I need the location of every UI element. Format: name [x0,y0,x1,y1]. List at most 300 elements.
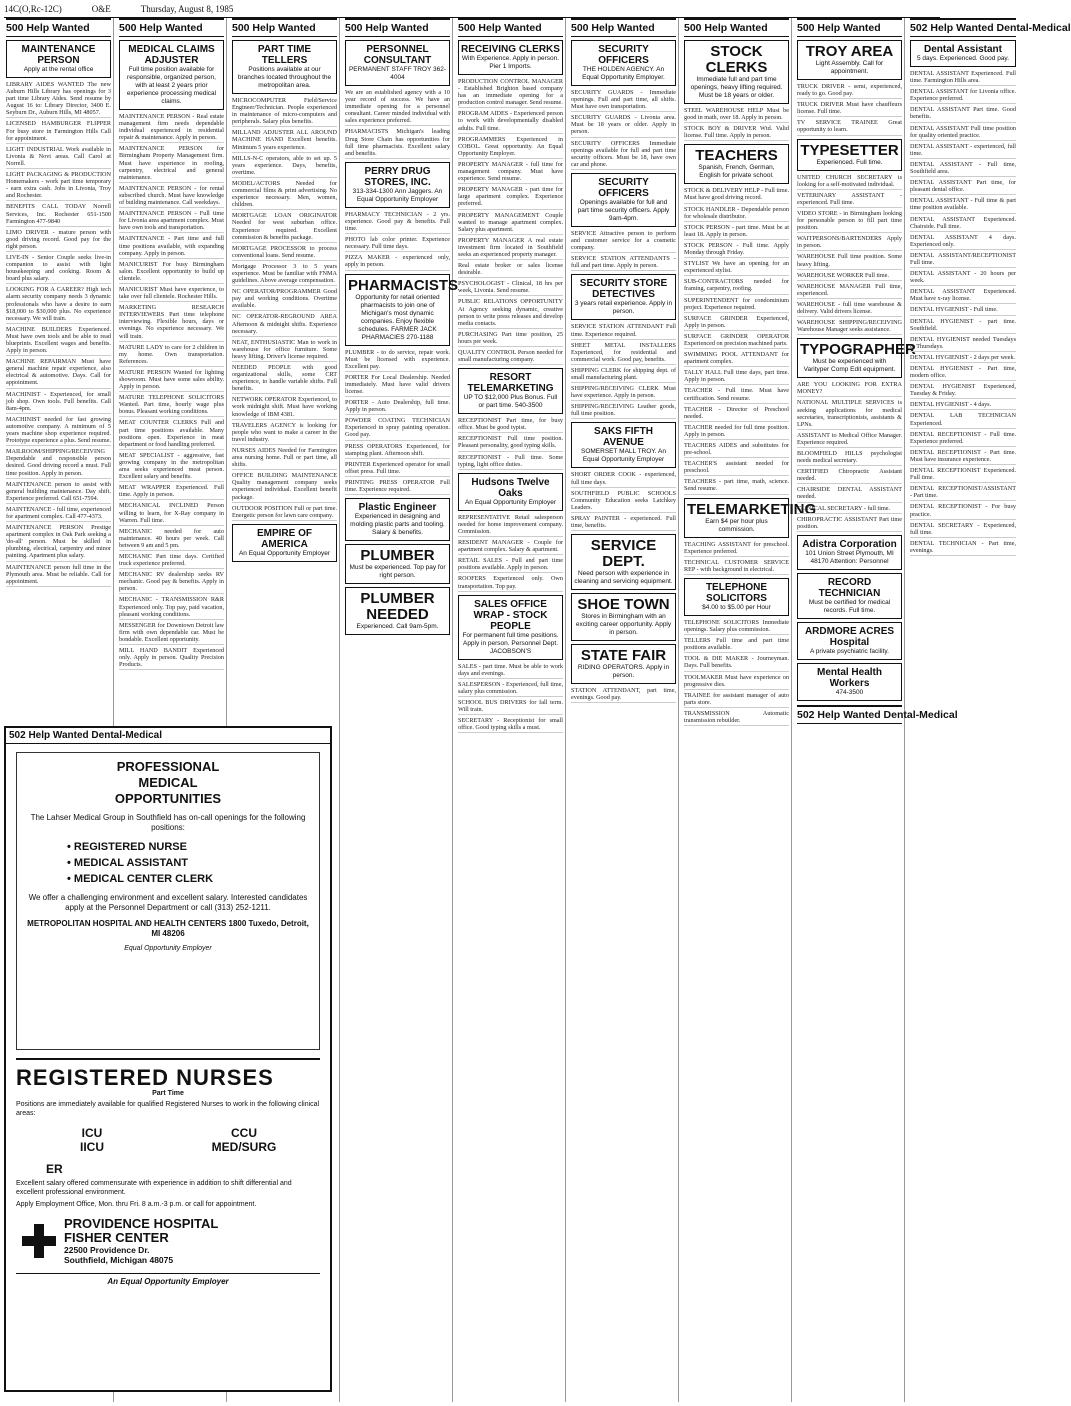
classified-ad: TEACHER'S assistant needed for preschool. [684,460,789,476]
wide-section-heading: 502 Help Wanted Dental-Medical [6,728,330,744]
section-heading: 502 Help Wanted Dental-Medical [910,18,1016,37]
classified-ad: TEACHER - Director of Preschool needed. [684,406,789,422]
classified-ad: DENTAL ASSISTANT Part time, for pleasant dental office. [910,179,1016,195]
display-ad [345,498,450,541]
classified-ad: MORTGAGE PROCESSOR to process conventional loans. Send resume. [232,245,337,261]
display-ad [797,40,902,80]
classified-ad: PROPERTY MANAGER - full time for management company. Must have experience. Send resume. [458,161,563,184]
classified-ads [684,40,817,726]
display-ad-text: Experienced in designing and molding plastic parts and tooling. Salary & benefits. [350,513,445,537]
classified-ad: RECEPTIONIST Part time, for busy office. Must be good typist. [458,417,563,433]
classified-ad: DENTAL ASSISTANT - Full time & part time position available. [910,197,1016,213]
classified-ad: STYLIST We have an opening for an experienced stylist. [684,260,789,276]
classified-ad: DENTAL ASSISTANT Experienced. Chairside. Full time. [910,216,1016,232]
classified-ad: NC OPERATOR-REGROUND AREA Afternoon & midnight shifts. Experience necessary. [232,313,337,336]
classified-ad: NEEDED PEOPLE with good organizational skills, some CRT experience, to handle variable shifts. Full benefits. [232,364,337,394]
classified-ad: WAITPERSONS/BARTENDERS Apply in person. [797,235,902,251]
classified-ad: MAINTENANCE - Part time and full time positions available, with expanding company. Apply in person. [119,235,224,258]
display-ad-text: 3 years retail experience. Apply in person. [574,300,673,316]
section-heading: 500 Help Wanted [119,18,224,37]
classified-ad: STEEL WAREHOUSE HELP Must be good in math, over 18. Apply in person. [684,107,789,123]
classified-ad: DENTAL HYGIENIST - 2 days per week. [910,354,1016,363]
display-ad [345,274,459,346]
classified-ad: SHORT ORDER COOK - experienced, full time days. [571,471,676,487]
classified-ad: DENTAL HYGIENIST - Full time. [910,306,1016,315]
display-ad [797,139,902,171]
classified-ad: ROOFERS Experienced only. Own transportation. Top pay. [458,575,563,591]
section-heading: 500 Help Wanted [458,18,563,37]
display-ad-title: TYPESETTER [800,141,899,159]
classified-column [908,18,1071,1402]
classified-ad: TECHNICAL CUSTOMER SERVICE REP - with background in electrical. [684,559,789,575]
classified-ad: RESIDENT MANAGER - Couple for apartment complex. Salary & apartment. [458,539,563,555]
display-ad-title: TROY AREA [805,43,894,60]
section-heading: 502 Help Wanted Dental-Medical [797,705,902,724]
classified-ad: DENTAL ASSISTANT Part time. Good benefits. [910,106,1016,122]
display-ad [458,595,563,660]
classified-ad: PRINTING PRESS OPERATOR Full time. Experience required. [345,479,450,495]
display-ad [797,535,902,570]
display-ad-text: Experienced. Call 9am-5pm. [356,623,439,631]
classified-ad: CHAIRSIDE DENTAL ASSISTANT needed. [797,486,902,502]
classified-ad: DENTAL ASSISTANT/RECEPTIONIST Full time. [910,252,1016,268]
display-ad-text: 474-3500 [835,688,864,696]
classified-ad: NURSES AIDES Needed for Farmington area nursing home. Full or part time, all shifts. [232,447,337,470]
classified-ad: DENTAL ASSISTANT Full time position for quality oriented practice. [910,125,1016,141]
display-ad-text: Must be certified for medical records. Full time. [808,598,891,614]
classified-ad: MATURE TELEPHONE SOLICITORS Wanted. Part time, hourly wage plus bonus. Pleasant working conditions. [119,394,224,417]
classified-ad: DENTAL LAB TECHNICIAN Experienced. [910,412,1016,428]
classified-ad: SWIMMING POOL ATTENDANT for apartment complex. [684,351,789,367]
display-ad-text: Must be experienced with Varityper Comp Edit equipment. [803,358,896,374]
classified-ad: MECHANIC Part time days. Certified truck experience preferred. [119,553,224,569]
classified-ad: MAINTENANCE PERSON Prestige apartment complex in Oak Park seeking a 'do-all' person. Must be skilled in plumbing, electrical, carpentry and minor painting. Apartment plus salary. [6,524,111,561]
display-ad-text: Must be experienced. Top pay for right person. [349,564,446,580]
rn-eoe: An Equal Opportunity Employer [16,1273,320,1286]
classified-ad: DENTAL ASSISTANT for Livonia office. Experience preferred. [910,88,1016,104]
classified-column [343,18,459,1402]
lahser-positions [27,839,309,887]
classified-ad: PRODUCTION CONTROL MANAGER - Established Brighton based company has an immediate opening for a production control manager. Send resume. [458,78,563,108]
classified-ad: SECURITY OFFICERS Immediate openings available for full and part time security officers. Must be 18, have own car and phone. [571,140,676,170]
classified-ads [345,40,459,635]
hospital-name: PROVIDENCE HOSPITAL [64,1216,219,1231]
rn-unit: ICU [81,1126,103,1140]
cross-icon [22,1224,56,1258]
classified-ad: POWDER COATING TECHNICIAN Experienced in spray painting operation. Good pay. [345,417,450,440]
lahser-title-3: OPPORTUNITIES [114,791,222,806]
classified-ad: TEACHERS - part time, math, science. Send resume. [684,478,789,494]
display-ad [684,578,789,616]
classified-ad: WAREHOUSE Full time position. Some heavy lifting. [797,253,902,269]
classified-ad: BENEFITS CALL TODAY Norrell Services, Inc. Rochester 651-1500 Farmington 477-9840 [6,203,111,226]
classified-ad: TV SERVICE TRAINEE Great opportunity to learn. [797,119,902,135]
display-ad [684,498,817,538]
classified-ad: ARE YOU LOOKING FOR EXTRA MONEY? [797,381,902,397]
classified-ad: DENTAL RECEPTIONIST - Part time. Must have insurance experience. [910,449,1016,465]
classified-ad: MAINTENANCE PERSON - for rental subscribed church. Must have knowledge of building maintenance. Call weekdays. [119,185,224,208]
rn-benefits: Excellent salary offered commensurate with experience in addition to shift differential and excellent professional environment. [16,1180,292,1196]
classified-ad: PHOTO lab color printer. Experience necessary. Full time days. [345,236,450,252]
classified-ad: MANICURIST For busy Birmingham salon. Excellent opportunity to build up clientele. [119,261,224,284]
classified-ad: MEAT WRAPPER Experienced. Full time. Apply in person. [119,484,224,500]
display-ad-title: TEACHERS [695,147,778,165]
classified-ad: Mortgage Processor 3 to 5 years experience. Must be familiar with FNMA guidelines. Above average compensation. [232,263,337,286]
classified-ad: DENTAL RECEPTIONIST Experienced. Full time. [910,467,1016,483]
classified-ad: SECURITY GUARDS - Immediate openings. Full and part time, all shifts. Must have own transportation. [571,89,676,112]
classified-ad: PRESS OPERATORS Experienced, for stamping plant. Afternoon shift. [345,443,450,459]
classified-ad: TELEPHONE SOLICITORS Immediate openings. Salary plus commission. [684,619,789,635]
display-ad-title: SECURITY STORE DETECTIVES [579,278,668,301]
classified-ad: DENTAL RECEPTIONIST - Full time. Experience preferred. [910,431,1016,447]
display-ad-title: SERVICE DEPT. [590,537,657,571]
display-ad-text: Spanish, French, German, English for private school. [698,164,775,180]
display-ad-text: Earn $4 per hour plus commission. [705,517,768,533]
classified-ad: PURCHASING Part time position, 25 hours per week. [458,331,563,347]
rn-text: Positions are immediately available for qualified Registered Nurses to work in the following clinical areas: [16,1101,320,1117]
classified-ad: MACHINIST - Experienced, for small job shop. Own tools. Full benefits. Call 8am-4pm. [6,391,111,414]
classified-ad: MAINTENANCE PERSON for Birmingham Property Management firm. Must have experience in roofing, carpentry, electrical and general maintenance. [119,145,224,182]
rn-unit: MED/SURG [211,1140,277,1154]
classified-ad: DENTAL ASSISTANT - 20 hours per week. [910,270,1016,286]
paper-name: O&E [91,4,111,14]
classified-ad: MAILROOM/SHIPPING/RECEIVING Dependable and responsible person desired. Good driving record a must. Full time position. Apply in person. [6,448,111,478]
classified-ad: VETERINARY ASSISTANT - experienced. Full time. [797,192,902,208]
classified-ad: CHIROPRACTIC ASSISTANT Part time position. [797,516,902,532]
classified-ad: SERVICE Attractive person to perform and customer service for a cosmetic company. [571,230,676,253]
display-ad-title: ARDMORE ACRES Hospital [804,625,895,648]
display-ad [458,368,563,414]
display-ad [458,473,563,511]
classified-ad: LIMO DRIVER - mature person with good driving record. Good pay for the right person. [6,229,111,252]
display-ad-title: STOCK CLERKS [705,43,768,76]
classified-ad: MAINTENANCE PERSON - Real estate management firm needs dependable individual experienced in residential repair & maintenance. Apply in person. [119,113,224,143]
display-ad-text: PERMANENT STAFF TROY 362-4004 [348,66,447,81]
classified-ad: LIBRARY AIDES WANTED The new Auburn Hills Library has openings for 3 part time Library Aides. Send resume by August 16 to: Library Director, 3400 E. Seyburn Dr., Auburn Hills, MI 48057. [6,81,111,118]
display-ad-title: TELEMARKETING [687,500,817,518]
classified-ad: MAINTENANCE person to assist with general building maintenance. Day shift. Experience preferred. Call 651-7594. [6,481,111,504]
hospital-center: FISHER CENTER [64,1230,169,1245]
classified-ad: PLUMBER - to do service, repair work. Must be licensed with experience. Excellent pay. [345,349,450,372]
display-ad-text: Immediate full and part time openings, heavy lifting required. Must be 18 years or older. [690,76,783,99]
providence-logo-block [22,1217,314,1265]
classified-ads [232,40,337,562]
classified-ad: MESSENGER for Downtown Detroit law firm with own dependable car. Must be bondable. Excellent opportunity. [119,622,224,645]
classified-ad: WAREHOUSE MANAGER Full time, experienced. [797,283,902,299]
display-ad-text: Stores in Birmingham with an exciting career opportunity. Apply in person. [575,613,672,637]
display-ad-text: Positions available at our branches located throughout the metropolitan area. [237,66,332,89]
classified-column [456,18,566,1402]
display-ad [119,40,224,110]
hospital-address-2: Southfield, Michigan 48075 [64,1255,174,1265]
classified-ad: DENTAL SECRETARY - Experienced, full time. [910,522,1016,538]
classified-ad: WAREHOUSE SHIPPING/RECEIVING Warehouse Manager seeks assistance. [797,319,902,335]
classified-ad: SUPERINTENDENT for condominium project. Experience required. [684,297,789,313]
classified-ads [119,40,224,670]
classified-ad: WAREHOUSE - full time warehouse & delivery. Valid drivers license. [797,301,902,317]
display-ad-title: PHARMACISTS [348,276,459,294]
display-ad-title: SAKS FIFTH AVENUE [594,426,653,449]
classified-ad: SALES - part time. Must be able to work days and evenings. [458,663,563,679]
classified-ad: PHARMACY TECHNICIAN - 2 yrs. experience. Good pay & benefits. Full time. [345,211,450,234]
classified-ad: LIGHT PACKAGING & PRODUCTION Homemakers - work part time temporary - earn extra cash. Jobs in Livonia, Troy and Rochester. [6,171,111,201]
display-ad [458,40,563,75]
classified-ad: RETAIL SALES - Full and part time positions available. Apply in person. [458,557,563,573]
display-ad [571,644,676,684]
display-ad-text: Openings available for full and part time security officers. Apply 9am-4pm. [577,198,670,222]
classified-ad: RECEPTIONIST - Full time. Some typing, light office duties. [458,454,563,470]
display-ad-title: SHOE TOWN [577,596,670,614]
display-ad [232,524,337,562]
classified-ad: LIGHT INDUSTRIAL Work available in Livonia & Novi areas. Call Carol at Norrell. [6,146,111,169]
classified-ad: MACHINIST needed for fast growing automotive company. A minimum of 5 years machine shop experience required. Prototype experience a plus. Send resume. [6,416,111,446]
classified-ad: TRUCK DRIVER - semi, experienced, ready to go. Good pay. [797,83,902,99]
issue-date: Thursday, August 8, 1985 [140,4,234,14]
classified-column [569,18,679,1402]
classified-ad: SHIPPING CLERK for shipping dept. of small manufacturing plant. [571,367,676,383]
display-ad [797,573,902,619]
classified-ad: DENTAL ASSISTANT - experienced, full time. [910,143,1016,159]
display-ad-text: SOMERSET MALL TROY. An Equal Opportunity Employer [580,448,666,464]
classified-ad: MORTGAGE LOAN ORIGINATOR Needed for west suburban office. Experience required. Excellent commission & benefits package. [232,212,337,242]
classified-ad: DENTAL TECHNICIAN - Part time, evenings. [910,540,1016,556]
display-ad-title: PLUMBER [360,547,435,565]
display-ad [6,40,111,78]
classified-ad: TRANSMISSION Automatic transmission rebuilder. [684,710,789,726]
classified-ad: MATURE LADY to care for 2 children in my home. Own transportation. References. [119,344,224,367]
display-ad-title: RECEIVING CLERKS [461,44,560,55]
classified-ad: MARKETING RESEARCH INTERVIEWERS Part time telephone interviewing. Flexible hours, days or evenings. No experience necessary. We will train. [119,304,224,341]
hospital-address-1: 22500 Providence Dr. [64,1245,150,1255]
classified-ad: SHIPPING/RECEIVING Leather goods, full time position. [571,403,676,419]
classified-ad: PROPERTY MANAGEMENT Couple wanted to manage apartment complex. Salary plus apartment. [458,212,563,235]
display-ad-text: Experienced. Full time. [816,158,883,166]
display-ad-text: THE HOLDEN AGENCY. An Equal Opportunity Employer. [582,66,665,81]
display-ad [345,587,450,635]
classified-ad: QUALITY CONTROL Person needed for small manufacturing company. [458,349,563,365]
classified-ad: TRUCK DRIVER Must have chauffeurs license. Full time. [797,101,902,117]
display-ad [571,173,676,227]
display-ad-text: With Experience. Apply in person. Pier 1 Imports. [461,55,560,70]
display-ad-text: Light Assembly. Call for appointment. [815,60,884,75]
classified-ad: MANICURIST Must have experience, to take over full clientele. Rochester Hills. [119,286,224,302]
rn-unit: IICU [80,1140,104,1154]
classified-ad: MAINTENANCE PERSON - Full time for Livonia area apartment complex. Must have own tools and transportation. [119,210,224,233]
classified-ad: DENTAL HYGIENIST Experienced, Tuesday & Friday. [910,383,1016,399]
classified-ad: DENTAL ASSISTANT 4 days. Experienced only. [910,234,1016,250]
display-ad-title: RECORD TECHNICIAN [818,576,881,599]
classified-ad: STOCK HANDLER - Dependable person for wholesale distributor. [684,206,789,222]
classified-ad: SUB-CONTRACTORS needed for framing, carpentry, roofing. [684,278,789,294]
display-ad-text: $4.00 to $5.00 per Hour [702,603,771,611]
classified-ad: TELLERS Full time and part time positions available. [684,637,789,653]
classified-ad: PROPERTY MANAGER - part time for large apartment complex. Experience preferred. [458,186,563,209]
display-ad [345,40,450,86]
classified-ad: WAREHOUSE WORKER Full time. [797,272,902,281]
classified-ad: CERTIFIED Chiropractic Assistant needed. [797,468,902,484]
display-ad [910,40,1016,67]
classified-ad: MECHANIC needed for auto maintenance. 40 hours per week. Call between 9 am and 5 pm. [119,528,224,551]
classified-ad: DENTAL HYGIENIST - Part time, modern office. [910,365,1016,381]
classified-ad: NC OPERATOR/PROGRAMMER Good pay and working conditions. Overtime available. [232,288,337,311]
display-ad-text: 5 days. Experienced. Good pay. [916,55,1010,62]
classified-ad: DENTAL ASSISTANT Experienced. Full time. Farmington Hills area. [910,70,1016,86]
classified-ad: VIDEO STORE - in Birmingham looking for personable person to fill part time position. [797,210,902,233]
display-ad-title: Hudsons Twelve Oaks [471,476,550,499]
classified-ad: DENTAL RECEPTIONIST - For busy practice. [910,503,1016,519]
display-ad-title: SECURITY OFFICERS [598,44,649,66]
dental-medical-display-block [4,726,332,1392]
section-heading: 500 Help Wanted [232,18,337,37]
classified-ad: PIZZA MAKER - experienced only, apply in person. [345,254,450,270]
classified-ad: TOOLMAKER Must have experience on progressive dies. [684,674,789,690]
lahser-address: METROPOLITAN HOSPITAL AND HEALTH CENTERS 1800 Tuxedo, Detroit, MI 48206 [27,919,309,938]
classified-ads [571,40,676,703]
display-ad-title: MEDICAL CLAIMS ADJUSTER [128,44,215,66]
classified-ad: SCHOOL BUS DRIVERS for fall term. Will train. [458,699,563,715]
classified-ad: CLINICAL SECRETARY - full time. [797,505,902,514]
section-heading: 500 Help Wanted [797,18,902,37]
display-ad-title: Mental Health Workers [816,666,882,689]
display-ad-title: Plastic Engineer [358,502,437,514]
display-ad-title: SECURITY OFFICERS [598,176,649,199]
classified-ad: TRAVELERS AGENCY is looking for people who want to make a career in the travel industry. [232,422,337,445]
classified-ad: TEACHING ASSISTANT for preschool. Experience preferred. [684,541,789,557]
display-ad-title: STATE FAIR [580,647,667,665]
display-ad [571,593,676,641]
lahser-position: • REGISTERED NURSE [67,841,187,853]
display-ad [571,422,676,468]
classified-ad: SURFACE GRINDER OPERATOR Experienced on precision machined parts. [684,333,789,349]
display-ad-title: MAINTENANCE PERSON [21,44,96,66]
display-ad-title: SALES OFFICE WRAP - STOCK PEOPLE [473,598,548,632]
display-ad-text: An Equal Opportunity Employer [464,498,557,506]
classified-ad: STOCK PERSON - part time. Must be at least 18. Apply in person. [684,224,789,240]
classified-ad: DENTAL HYGIENIST - part time. Southfield. [910,318,1016,334]
classified-ad: MACHINE REPAIRMAN Must have general machine repair experience, also electrical & automotive. Days. Call for appointment. [6,358,111,388]
rn-units [16,1126,320,1154]
classified-ad: NATIONAL MULTIPLE SERVICES is seeking applications for medical secretaries, transcriptionists, assistants & LPNs. [797,399,902,429]
display-ad-text: For permanent full time positions. Apply in person. Personnel Dept. JACOBSON'S [462,631,559,655]
display-ad-title: PART TIME TELLERS [257,44,312,66]
classified-ad: MODEL/ACTORS Needed for commercial films & print advertising. No experience necessary. Men, women, children. [232,180,337,210]
display-ad-text: Need person with experience in cleaning and servicing equipment. [574,570,673,586]
classified-ad: DENTAL HYGIENIST - 4 days. [910,401,1016,410]
section-heading: 500 Help Wanted [6,18,111,37]
classified-ads [910,40,1016,556]
classified-ads [458,40,563,733]
rn-title: REGISTERED NURSES [16,1065,274,1090]
classified-ad: SECURITY GUARDS - Livonia area. Must be 18 years or older. Apply in person. [571,114,676,137]
classified-ad: MEAT SPECIALIST - aggressive, fast growing company in the metropolitan area seeks experienced meat person. Excellent salary and benefits. [119,452,224,482]
display-ad [345,544,450,584]
lahser-body: We offer a challenging environment and excellent salary. Interested candidates apply at the Personnel Department or call (313) 252-1211. [28,893,308,912]
classified-ad: UNITED CHURCH SECRETARY is looking for a self-motivated individual. [797,174,902,190]
lahser-intro: The Lahser Medical Group in Southfield has on-call openings for the following positions: [30,813,306,832]
lahser-position: • MEDICAL CENTER CLERK [67,873,214,885]
display-ad [797,663,902,701]
classified-ad: TEACHER - Full time. Must have certification. Send resume. [684,387,789,403]
display-ad-title: TYPOGRAPHER [800,341,916,359]
classified-ad: MILLAND ADJUSTER ALL AROUND MACHINE HAND Excellent benefits. Minimum 5 years experience. [232,129,337,152]
classified-ad: OUTDOOR POSITION Full or part time. Energetic person for lawn care company. [232,505,337,521]
rn-subtitle: Part Time [152,1090,184,1097]
classified-ad: MEAT COUNTER CLERKS Full and part time positions available. Many positions open. Experience in meat department or food handling preferred. [119,419,224,449]
display-ad [684,144,789,184]
classified-ad: LOOKING FOR A CAREER? High tech alarm security company needs 3 dynamic professionals who have a desire to earn $18,000 to $30,000 plus. No experience necessary. We will train. [6,286,111,323]
display-ad-text: RIDING OPERATORS. Apply in person. [577,664,670,680]
display-ad [571,40,676,86]
classified-ad: SERVICE STATION ATTENDANT Full time. Experience required. [571,323,676,339]
classified-ad: MAINTENANCE - full time, experienced for apartment complex. Call 477-4373. [6,506,111,522]
classified-ad: RECEPTIONIST Full time position. Pleasant personality, good typing skills. [458,435,563,451]
display-ad-title: Adistra Corporation [802,538,897,550]
classified-ad: MECHANIC - TRANSMISSION R&R Experienced only. Top pay, paid vacation, pleasant working conditions. [119,596,224,619]
classified-ad: SURFACE GRINDER Experienced, Apply in person. [684,315,789,331]
classified-ad: PROPERTY MANAGER A real estate investment firm located in Southfield seeks an experienced property manager. [458,237,563,260]
display-ad-text: 101 Union Street Plymouth, MI 48170 Attention: Personnel [805,549,894,565]
classified-ad: SPRAY PAINTER - experienced. Full time, benefits. [571,515,676,531]
classified-ad: LICENSED HAMBURGER FLIPPER For busy store in Farmington Hills Call for appointment. [6,120,111,143]
display-ad-text: A private psychiatric facility. [810,647,889,655]
classified-ad: SALESPERSON - Experienced, full time, salary plus commission. [458,681,563,697]
classified-ad: MACHINE BUILDERS Experienced. Must have own tools and be able to read blueprints. Excellent wages and benefits. Apply in person. [6,326,111,356]
display-ad-text: UP TO $12,000 Plus Bonus. Full or part time. 540-3500 [463,394,558,410]
classified-ad: DENTAL ASSISTANT - Full time, Southfield area. [910,161,1016,177]
classified-ad: LIVE-IN - Senior Couple seeks live-in companion to assist with light housekeeping and cooking. Room & board plus salary. [6,254,111,284]
page-number: 14C(O,Rc-12C) [4,4,62,14]
classified-ad: DENTAL HYGIENIST needed Tuesdays & Thursdays. [910,336,1016,352]
classified-ad: PORTER - Auto Dealership, full time. Apply in person. [345,399,450,415]
classified-column [682,18,817,1402]
section-heading: 500 Help Wanted [345,18,450,37]
classified-ad: PROGRAMMERS Experienced in COBOL. Great opportunity. An Equal Opportunity Employer. [458,136,563,159]
classified-ad: STOCK BOY & DRIVER Wtd. Valid license. Full time. Apply in person. [684,125,789,141]
classified-ad: MILLS-N-C operators, able to set up. 5 years experience. Days, benefits, overtime. [232,155,337,178]
classified-ad: PROGRAM AIDES - Experienced person to work with developmentally disabled adults. Full time. [458,110,563,133]
classified-ad: REPRESENTATIVE Retail salesperson needed for home improvement company. Commission. [458,514,563,537]
classified-ad: SECRETARY - Receptionist for small office. Good typing skills a must. [458,717,563,733]
classified-ad: TRAINEE for assistant manager of auto parts store. [684,692,789,708]
classified-ad: PRINTER Experienced operator for small offset press. Full time. [345,461,450,477]
classified-ad: TEACHER needed for full time position. Apply in person. [684,424,789,440]
rn-apply: Apply Employment Office, Mon. thru Fri. 8 a.m.-3 p.m. or call for appointment. [16,1201,257,1208]
display-ad-title: Dental Assistant [924,44,1002,55]
classified-ad: STOCK & DELIVERY HELP - Full time. Must have good driving record. [684,187,789,203]
display-ad-title: PERSONNEL CONSULTANT [363,44,432,66]
classified-ad: We are an established agency with a 10 year record of success. We have an immediate opening for a personnel consultant. Career minded individual with sales experience preferred. [345,89,450,126]
classified-ad: MECHANICAL INCLINED Person willing to learn, for X-Ray company in Warren. Full time. [119,502,224,525]
display-ad-text: Full time position available for responsible, organized person, with at least 2 years prior experience processing medical claims. [126,66,217,105]
classified-ad: MATURE PERSON Wanted for lighting showroom. Must have some sales ability. Apply in person. [119,369,224,392]
display-ad-text: Apply at the rental office [23,66,94,73]
registered-nurses-ad [16,1058,320,1286]
classified-ad: MICROCOMPUTER Field/Service Engineer/Technician. People experienced in maintenance of micro-computers and peripherals. Salary plus benefits. [232,97,337,127]
classified-ads [6,40,111,587]
classified-ad: SHEET METAL INSTALLERS Experienced, for residential and commercial work. Good pay, benefits. [571,342,676,365]
classified-ad: ASSISTANT to Medical Office Manager. Experience required. [797,432,902,448]
classified-ad: DENTAL RECEPTIONIST/ASSISTANT - Part time. [910,485,1016,501]
classified-ad: DENTAL ASSISTANT Experienced. Must have x-ray license. [910,288,1016,304]
classified-ad: Real estate broker or sales license desirable. [458,262,563,278]
classified-ad: PUBLIC RELATIONS OPPORTUNITY At Agency seeking dynamic, creative person to write press releases and develop media contacts. [458,298,563,328]
display-ad [684,40,789,104]
classified-ad: TALLY HALL Full time days, part time. Apply in person. [684,369,789,385]
display-ad-text: An Equal Opportunity Employer [238,549,331,557]
lahser-eoe: Equal Opportunity Employer [124,945,212,952]
classified-ad: NETWORK OPERATOR Experienced, to work midnight shift. Must have working knowledge of IBM 4381. [232,396,337,419]
section-heading: 500 Help Wanted [571,18,676,37]
